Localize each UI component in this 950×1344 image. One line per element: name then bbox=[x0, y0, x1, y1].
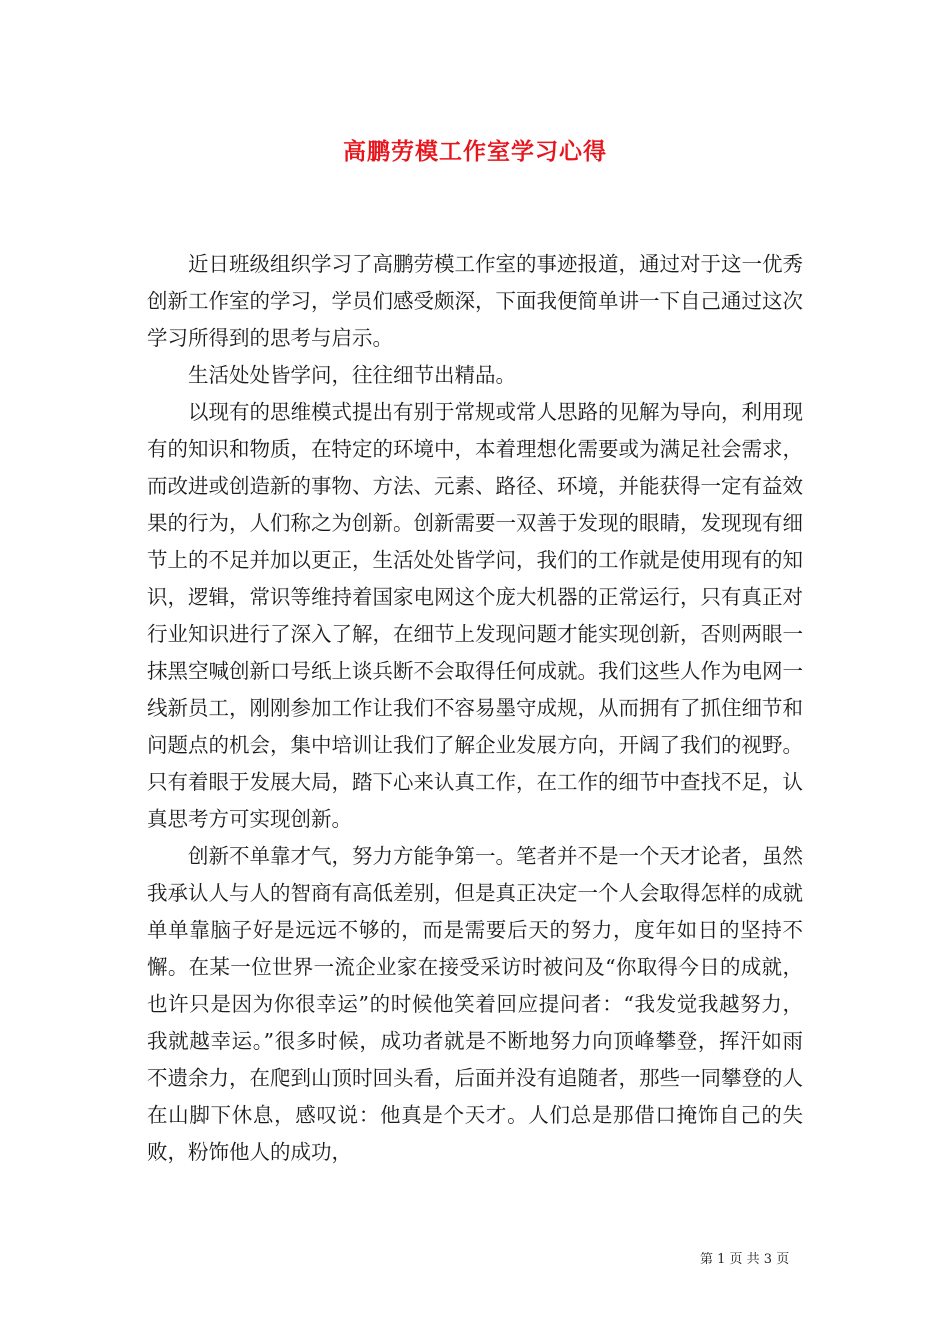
paragraph-4: 创新不单靠才气，努力方能争第一。笔者并不是一个天才论者，虽然我承认人与人的智商有高低差别，但是真正决定一个人会取得怎样的成就单单靠脑子好是远远不够的，而是需要后天的努力，度年如日的坚持不懈。在某一位世界一流企业家在接受采访时被问及“你取得今日的成就，也许只是因为你很幸运”的时候他笑着回应提问者：“我发觉我越努力，我就越幸运。”很多时候，成功者就是不断地努力向顶峰攀登，挥汗如雨不遗余力，在爬到山顶时回头看，后面并没有追随者，那些一同攀登的人在山脚下休息，感叹说：他真是个天才。人们总是那借口掩饰自己的失败，粉饰他人的成功， bbox=[147, 844, 803, 1164]
paragraph-1: 近日班级组织学习了高鹏劳模工作室的事迹报道，通过对于这一优秀创新工作室的学习，学员们感受颇深，下面我便简单讲一下自己通过这次学习所得到的思考与启示。 bbox=[147, 252, 803, 350]
paragraph-3: 以现有的思维模式提出有别于常规或常人思路的见解为导向，利用现有的知识和物质，在特定的环境中，本着理想化需要或为满足社会需求，而改进或创造新的事物、方法、元素、路径、环境，并能获得一定有益效果的行为，人们称之为创新。创新需要一双善于发现的眼睛，发现现有细节上的不足并加以更正，生活处处皆学问，我们的工作就是使用现有的知识，逻辑，常识等维持着国家电网这个庞大机器的正常运行，只有真正对行业知识进行了深入了解，在细节上发现问题才能实现创新，否则两眼一抹黑空喊创新口号纸上谈兵断不会取得任何成就。我们这些人作为电网一线新员工，刚刚参加工作让我们不容易墨守成规，从而拥有了抓住细节和问题点的机会，集中培训让我们了解企业发展方向，开阔了我们的视野。只有着眼于发展大局，踏下心来认真工作，在工作的细节中查找不足，认真思考方可实现创新。 bbox=[147, 400, 803, 831]
page-number-footer: 第 1 页 共 3 页 bbox=[700, 1252, 790, 1267]
document-title: 高鹏劳模工作室学习心得 bbox=[343, 138, 607, 165]
document-body bbox=[147, 246, 803, 1171]
paragraph-2: 生活处处皆学问，往往细节出精品。 bbox=[188, 363, 516, 387]
